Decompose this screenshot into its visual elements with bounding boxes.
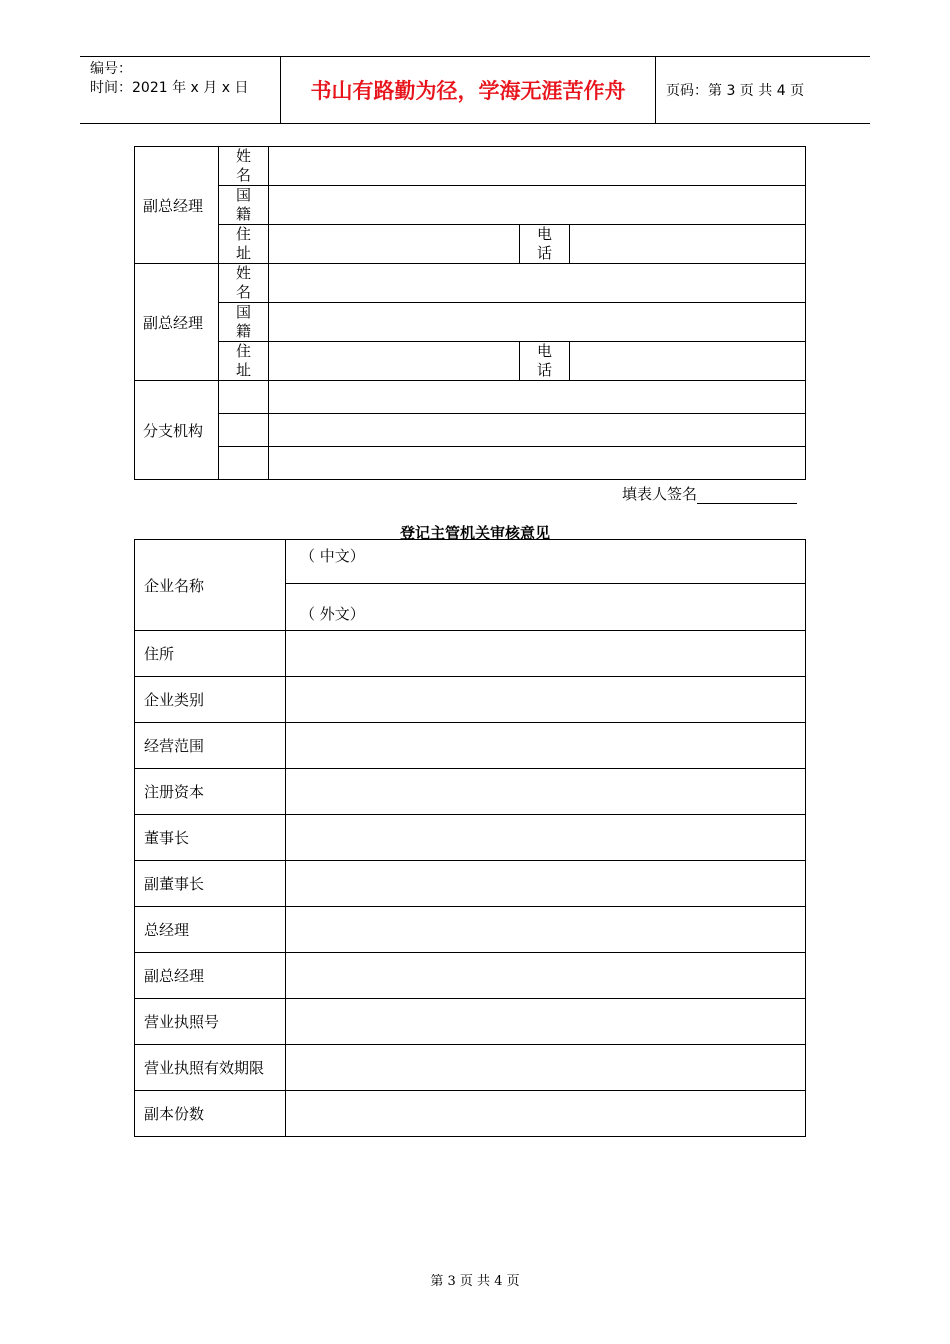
review-row-input[interactable] [286, 1045, 806, 1091]
field-label-char: 籍 [235, 205, 251, 223]
page-header [80, 56, 870, 124]
nationality-input[interactable] [269, 303, 806, 342]
field-label-char: 话 [536, 361, 552, 379]
review-row-input[interactable] [286, 815, 806, 861]
review-row-label: 副董事长 [135, 861, 286, 907]
field-label [219, 186, 269, 225]
review-row [135, 769, 806, 815]
company-name-foreign-input[interactable]: （ 外文） [286, 584, 806, 631]
field-label-char: 国 [235, 186, 251, 204]
review-row-label: 住所 [135, 631, 286, 677]
review-row [135, 723, 806, 769]
review-row-label: 营业执照号 [135, 999, 286, 1045]
review-row [135, 999, 806, 1045]
review-row-input[interactable] [286, 907, 806, 953]
review-row-label: 经营范围 [135, 723, 286, 769]
address-input[interactable] [269, 225, 520, 264]
review-row-label: 企业类别 [135, 677, 286, 723]
field-label-char: 址 [235, 244, 251, 262]
field-label [520, 225, 570, 264]
nationality-input[interactable] [269, 186, 806, 225]
company-name-chinese-input[interactable]: （ 中文） [286, 540, 806, 584]
signer-label: 填表人签名 [622, 485, 698, 503]
review-row-label: 总经理 [135, 907, 286, 953]
field-label-char: 电 [536, 342, 552, 360]
branch-label: 分支机构 [135, 381, 219, 480]
review-row-input[interactable] [286, 953, 806, 999]
code-label: 编号： [90, 61, 132, 77]
page-footer: 第 3 页 共 4 页 [430, 1274, 520, 1289]
phone-input[interactable] [570, 342, 806, 381]
name-input[interactable] [269, 147, 806, 186]
field-label-char: 住 [235, 225, 251, 243]
branch-index-cell[interactable] [219, 414, 269, 447]
review-row-input[interactable] [286, 723, 806, 769]
review-row [135, 953, 806, 999]
review-row [135, 631, 806, 677]
review-row-input[interactable] [286, 861, 806, 907]
field-label-char: 国 [235, 303, 251, 321]
signer-field [622, 483, 797, 504]
signer-line[interactable] [697, 489, 797, 504]
field-label [219, 264, 269, 303]
name-input[interactable] [269, 264, 806, 303]
field-label-char: 姓 [235, 264, 251, 282]
header-page-label: 页码：第 3 页 共 4 页 [666, 83, 805, 99]
phone-input[interactable] [570, 225, 806, 264]
review-row-label: 副本份数 [135, 1091, 286, 1137]
review-row-input[interactable] [286, 1091, 806, 1137]
review-table [134, 539, 806, 1137]
review-row-input[interactable] [286, 677, 806, 723]
field-label-char: 住 [235, 342, 251, 360]
review-row [135, 677, 806, 723]
header-meta [80, 57, 281, 123]
review-row-input[interactable] [286, 631, 806, 677]
review-row [135, 815, 806, 861]
officers-table [134, 146, 806, 480]
address-input[interactable] [269, 342, 520, 381]
review-row-label: 注册资本 [135, 769, 286, 815]
field-label-char: 址 [235, 361, 251, 379]
branch-index-cell[interactable] [219, 381, 269, 414]
field-label [219, 342, 269, 381]
review-row-label: 董事长 [135, 815, 286, 861]
field-label [219, 303, 269, 342]
officer-title: 副总经理 [135, 147, 219, 264]
field-label-char: 籍 [235, 322, 251, 340]
review-row-label: 营业执照有效期限 [135, 1045, 286, 1091]
review-row [135, 861, 806, 907]
review-row-label: 副总经理 [135, 953, 286, 999]
field-label-char: 名 [235, 166, 251, 184]
field-label-char: 姓 [235, 147, 251, 165]
field-label-char: 电 [536, 225, 552, 243]
review-row [135, 1045, 806, 1091]
header-motto: 书山有路勤为径，学海无涯苦作舟 [281, 57, 656, 123]
branch-input[interactable] [269, 381, 806, 414]
review-title: 登记主管机关审核意见 [399, 524, 550, 542]
review-row-input[interactable] [286, 769, 806, 815]
field-label [219, 147, 269, 186]
field-label-char: 话 [536, 244, 552, 262]
company-name-label: 企业名称 [135, 540, 286, 631]
review-row-input[interactable] [286, 999, 806, 1045]
field-label [219, 225, 269, 264]
review-row [135, 1091, 806, 1137]
branch-input[interactable] [269, 447, 806, 480]
branch-input[interactable] [269, 414, 806, 447]
field-label [520, 342, 570, 381]
officer-title: 副总经理 [135, 264, 219, 381]
field-label-char: 名 [235, 283, 251, 301]
branch-index-cell[interactable] [219, 447, 269, 480]
review-row [135, 907, 806, 953]
time-label: 时间：2021 年 x 月 x 日 [90, 80, 249, 96]
